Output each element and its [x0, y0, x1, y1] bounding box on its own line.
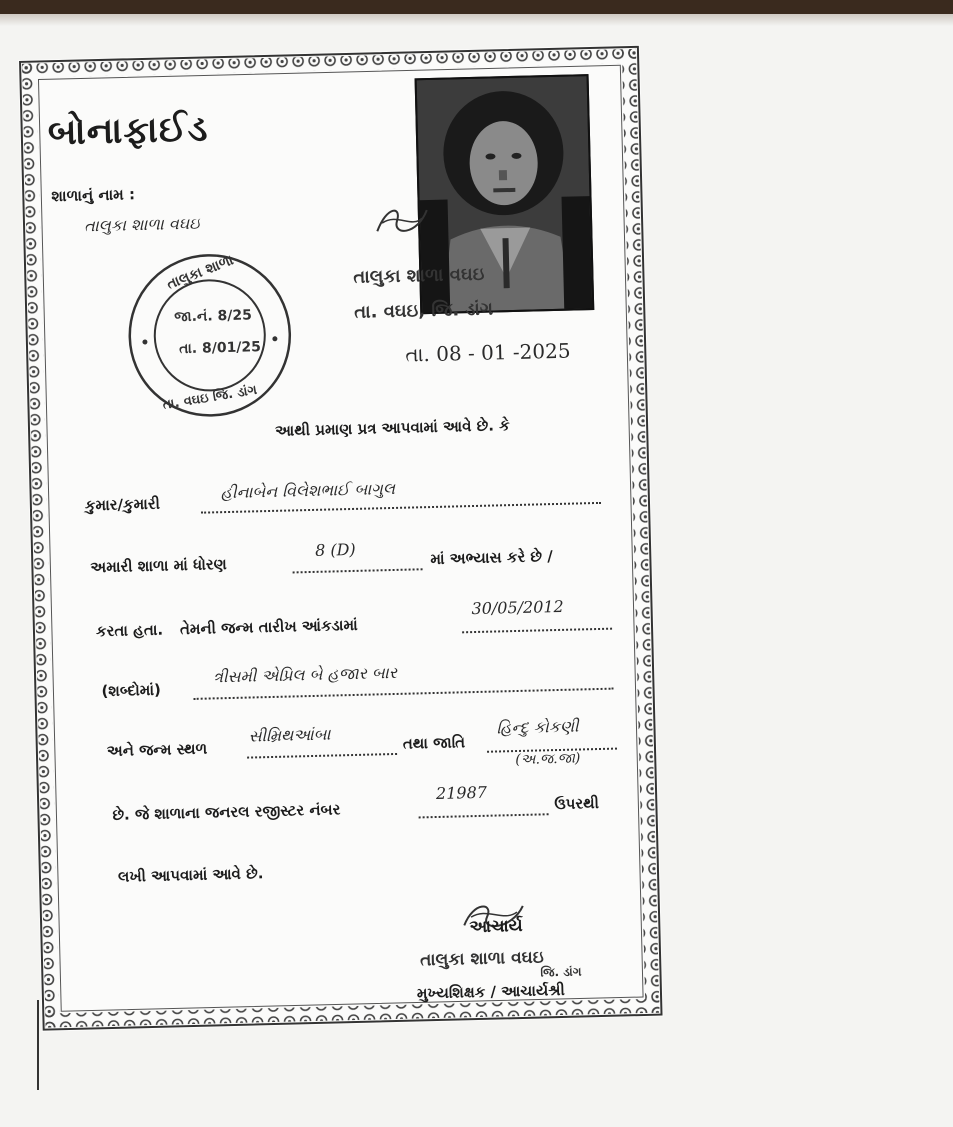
signatory-district: જિ. ડાંગ	[540, 964, 582, 980]
intro-text: આથી પ્રમાણ પ્રત્ર આપવામાં આવે છે. કે	[274, 416, 510, 440]
certificate-title: બોનાફાઈડ	[47, 107, 209, 154]
student-name: હીનાબેન વિલેશભાઈ બાગુલ	[220, 478, 396, 503]
birthplace-value: સીમ્રિથઆંબા	[248, 724, 331, 746]
name-label: કુમાર/કુમારી	[84, 494, 161, 515]
certificate-date: તા. 08 - 01 -2025	[405, 338, 571, 367]
seal-number: જા.નં. 8/25	[174, 307, 253, 326]
school-seal	[123, 248, 297, 422]
signatory-title: આચાર્ય	[469, 915, 523, 938]
signature-icon	[372, 200, 433, 241]
standard-value: 8 (D)	[314, 539, 356, 560]
seal-top-text: તાલુકા શાળા	[164, 252, 236, 293]
words-label: (શબ્દોમાં)	[101, 680, 162, 701]
standard-suffix: માં અભ્યાસ કરે છે /	[430, 547, 553, 569]
principal-signature	[372, 200, 433, 245]
stamp-school: તાલુકા શાળા વઘઇ	[353, 263, 485, 288]
register-suffix: ઉપરથી	[554, 794, 600, 814]
signatory-school: તાલુકા શાળા વઘઇ	[419, 947, 544, 971]
seal-date: તા. 8/01/25	[178, 339, 262, 358]
dob-label: તેમની જન્મ તારીખ આંકડામાં	[179, 615, 358, 639]
caste-label: તથા જાતિ	[402, 733, 466, 753]
signatory-role: મુખ્યશિક્ષક / આચાર્યશ્રી	[416, 980, 566, 1003]
dob-in-words: ત્રીસમી એપ્રિલ બે હજાર બાર	[212, 662, 398, 687]
register-label: છે. જે શાળાના જનરલ રજીસ્ટર નંબર	[112, 800, 341, 824]
school-name-value: તાલુકા શાળા વઘઇ	[83, 213, 200, 236]
bonafide-certificate	[18, 45, 664, 1032]
register-number: 21987	[435, 782, 488, 804]
seal-bottom-text: તા. વઘઇ જિ. ડાંગ	[161, 382, 259, 414]
past-label: કરતા હતા.	[95, 620, 164, 641]
dob-value: 30/05/2012	[471, 596, 564, 619]
stamp-taluka: તા. વઘઇ, જિ. ડાંગ	[354, 298, 494, 323]
school-name-label: શાળાનું નામ :	[51, 185, 136, 206]
scan-edge	[0, 0, 953, 14]
margin-line	[37, 1000, 39, 1090]
caste-note: (અ.જ.જા)	[515, 750, 581, 769]
birthplace-label: અને જન્મ સ્થળ	[106, 739, 208, 761]
standard-label: અમારી શાળા માં ધોરણ	[90, 555, 227, 577]
caste-value: હિન્દુ કોકણી	[496, 716, 579, 738]
closing-text: લખી આપવામાં આવે છે.	[117, 864, 264, 886]
